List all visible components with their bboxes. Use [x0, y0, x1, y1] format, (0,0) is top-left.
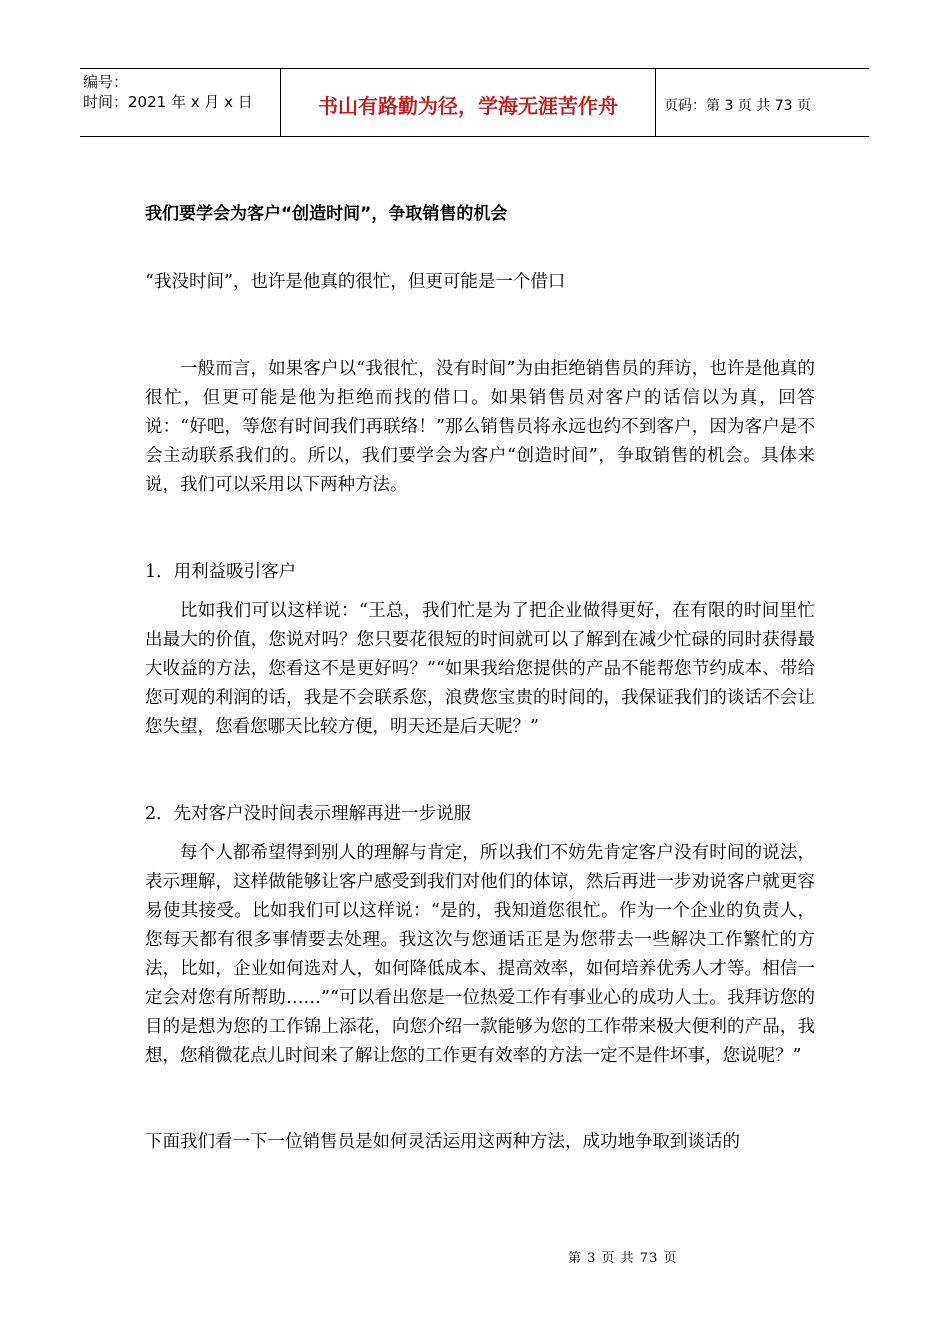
number-label: 编号： — [83, 73, 129, 91]
section2-paragraph: 每个人都希望得到别人的理解与肯定，所以我们不妨先肯定客户没有时间的说法，表示理解，这样做能够让客户感受到我们对他们的体谅，然后再进一步劝说客户就更容易使其接受。比如我们可以这样说：“是的，我知道您很忙。作为一个企业的负责人，您每天都有很多事情要去处理。我这次与您通话正是为您带去一些解决工作繁忙的方法，比如，企业如何选对人，如何降低成本、提高效率，如何培养优秀人才等。相信一定会对您有所帮助……”“可以看出您是一位热爱工作有事业心的成功人士。我拜访您的目的是想为您的工作锦上添花，向您介绍一款能够为您的工作带来极大便利的产品，我想，您稍微花点儿时间来了解让您的工作更有效率的方法一定不是件坏事，您说呢？” — [145, 843, 815, 1066]
article-subtitle: “我没时间”，也许是他真的很忙，但更可能是一个借口 — [145, 272, 566, 292]
page-footer-text: 第 3 页 共 73 页 — [568, 1251, 678, 1266]
tail-paragraph: 下面我们看一下一位销售员是如何灵活运用这两种方法，成功地争取到谈话的 — [145, 1132, 740, 1152]
document-header — [80, 68, 869, 137]
header-motto: 书山有路勤为径，学海无涯苦作舟 — [280, 69, 656, 136]
intro-paragraph: 一般而言，如果客户以“我很忙，没有时间”为由拒绝销售员的拜访，也许是他真的很忙，但更可能是他为拒绝而找的借口。如果销售员对客户的话信以为真，回答说：“好吧，等您有时间我们再联络！”那么销售员将永远也约不到客户，因为客户是不会主动联系我们的。所以，我们要学会为客户“创造时间”，争取销售的机会。具体来说，我们可以采用以下两种方法。 — [145, 359, 815, 495]
document-body — [145, 200, 815, 1157]
date-label: 时间：2021 年 x 月 x 日 — [83, 93, 253, 111]
article-heading: 我们要学会为客户“创造时间”，争取销售的机会 — [145, 204, 508, 224]
section1-title: 1．用利益吸引客户 — [145, 562, 297, 582]
header-meta — [80, 69, 280, 136]
header-page-info: 页码：第 3 页 共 73 页 — [664, 97, 811, 114]
section1-paragraph: 比如我们可以这样说：“王总，我们忙是为了把企业做得更好，在有限的时间里忙出最大的价值，您说对吗？您只要花很短的时间就可以了解到在减少忙碌的同时获得最大收益的方法，您看这不是更好吗？”“如果我给您提供的产品不能帮您节约成本、带给您可观的利润的话，我是不会联系您，浪费您宝贵的时间的，我保证我们的谈话不会让您失望，您看您哪天比较方便，明天还是后天呢？” — [145, 601, 815, 737]
section2-title: 2．先对客户没时间表示理解再进一步说服 — [145, 804, 472, 824]
